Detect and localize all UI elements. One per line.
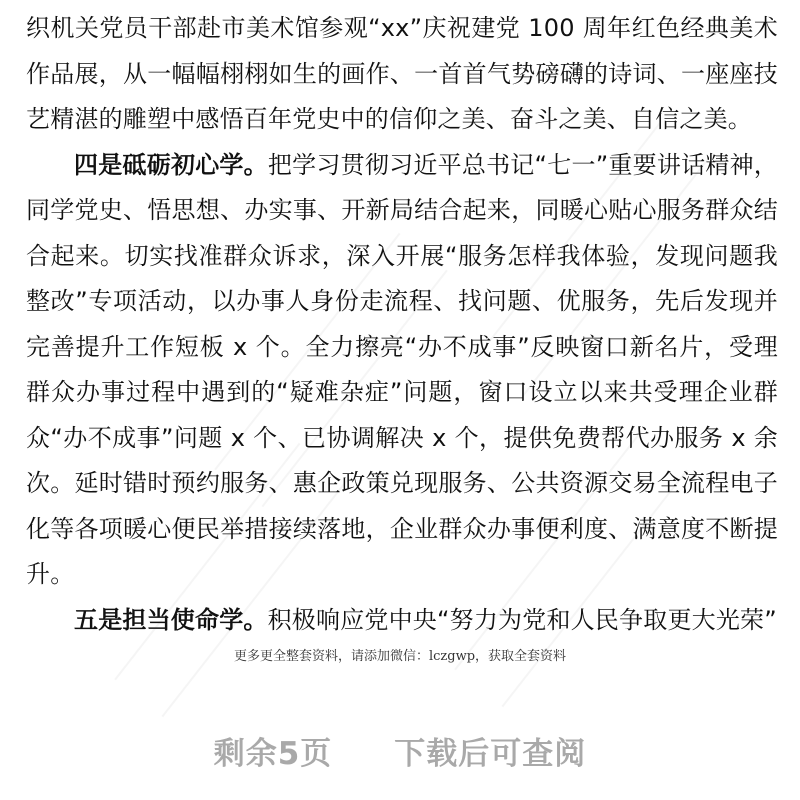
paragraph-3 (26, 598, 778, 644)
document-body (26, 6, 778, 643)
remaining-pages-label: 剩余5页 (213, 735, 333, 772)
paragraph-1: 织机关党员干部赴市美术馆参观“xx”庆祝建党 100 周年红色经典美术作品展，从一幅幅栩栩如生的画作、一首首气势磅礴的诗词、一座座技艺精湛的雕塑中感悟百年党史中的信仰之美、奋斗之美、自信之美。 (26, 14, 778, 133)
paragraph-3-body: 积极响应党中央“努力为党和人民争取更大光荣” (267, 605, 777, 634)
contact-note: 更多更全整套资料，请添加微信：lczgwp，获取全套资料 (233, 649, 567, 664)
paragraph-2-heading: 四是砥砺初心学。 (74, 150, 268, 179)
download-to-view-label[interactable]: 下载后可查阅 (394, 735, 587, 772)
preview-footer (0, 720, 800, 780)
paragraph-2-body: 把学习贯彻习近平总书记“七一”重要讲话精神，同学党史、悟思想、办实事、开新局结合起来，同暖心贴心服务群众结合起来。切实找准群众诉求，深入开展“服务怎样我体验，发现问题我整改”专项活动，以办事人身份走流程、找问题、优服务，先后发现并完善提升工作短板 x 个。全力擦亮“办不成事”反映窗口新名片，受理群众办事过程中遇到的“疑难杂症”问题，窗口设立以来共受理企业群众“办不成事”问题 x 个、已协调解决 x 个，提供免费帮代办服务 x 余次。延时错时预约服务、惠企政策兑现服务、公共资源交易全流程电子化等各项暖心便民举措接续落地，企业群众办事便利度、满意度不断提升。 (26, 150, 779, 588)
paragraph-3-heading: 五是担当使命学。 (74, 605, 268, 634)
paragraph-2 (26, 143, 778, 598)
